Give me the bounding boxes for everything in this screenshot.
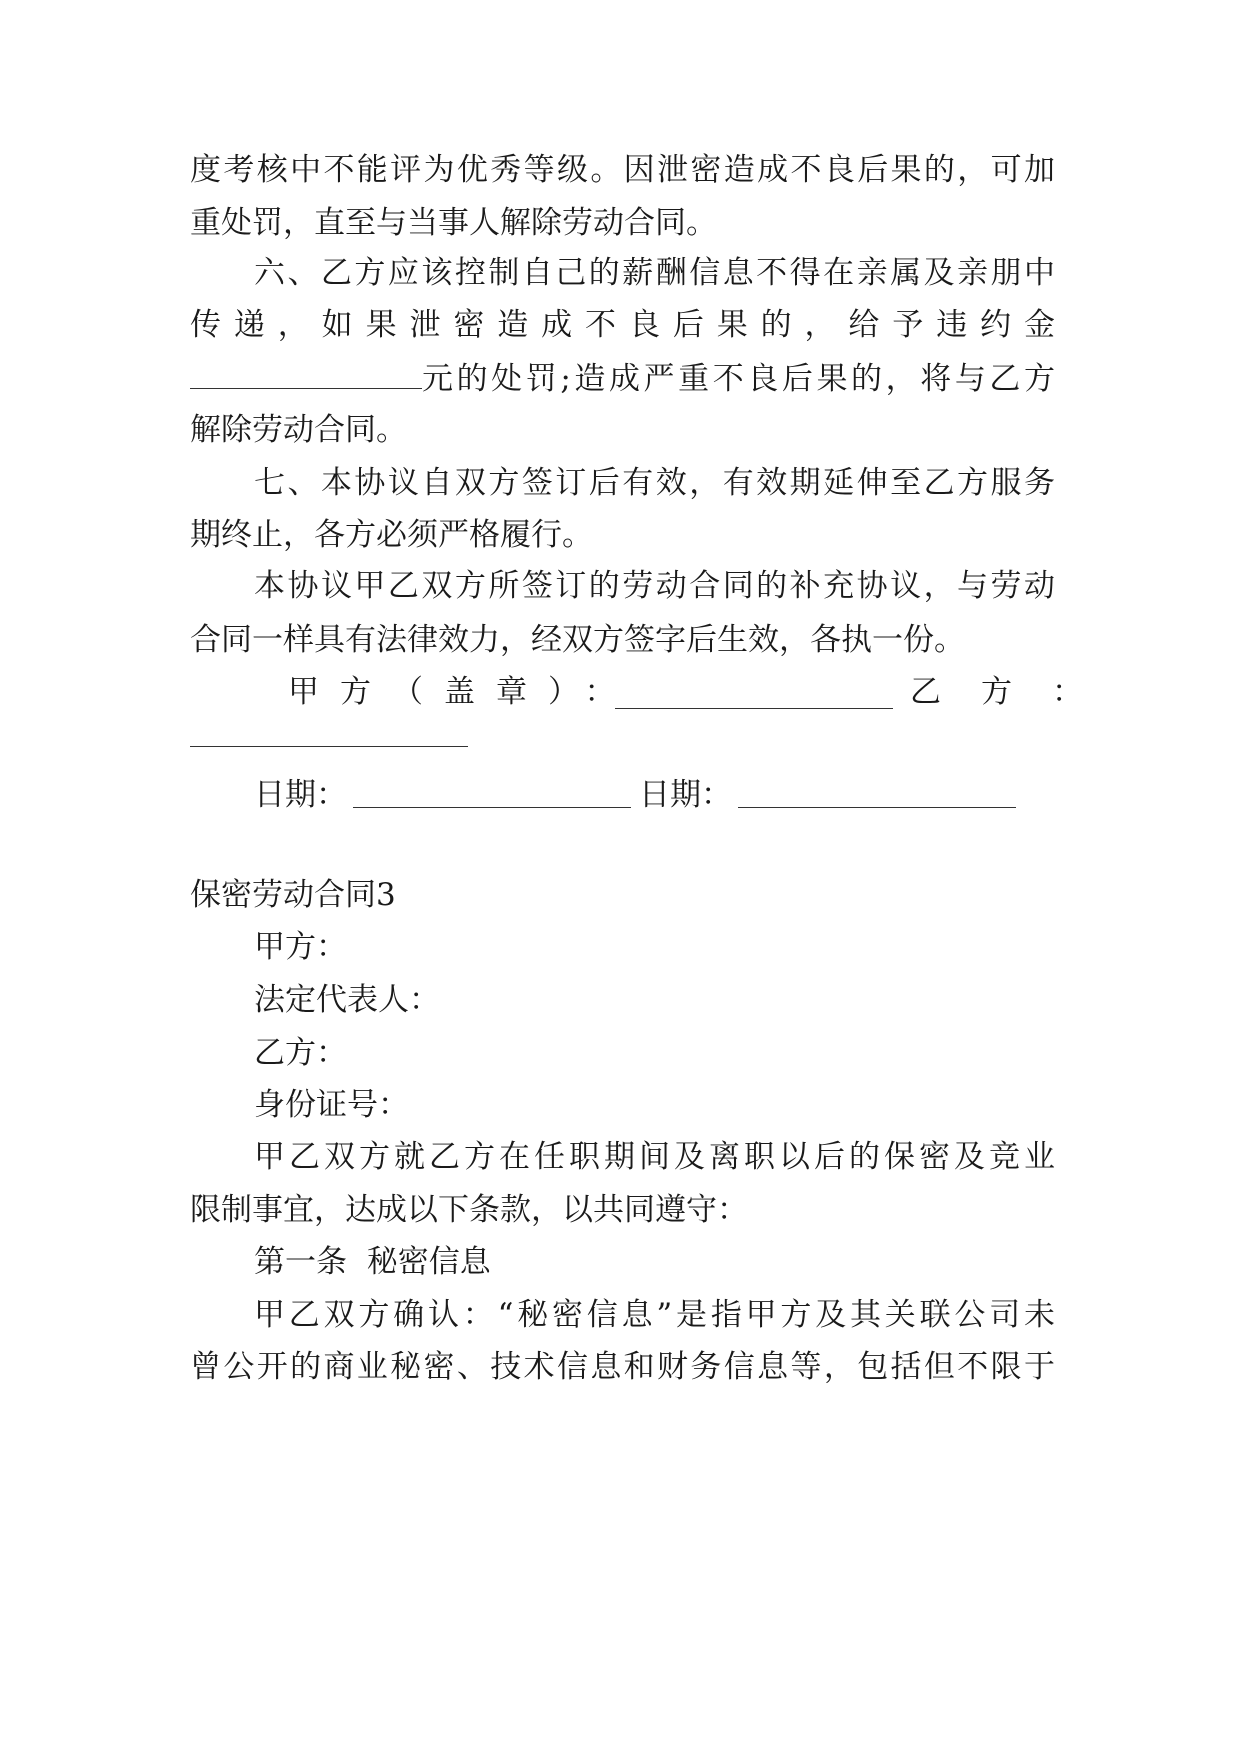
intro-line: 甲乙双方就乙方在任职期间及离职以后的保密及竞业 [254, 1139, 1055, 1175]
clause-seven-line: 七、本协议自双方签订后有效，有效期延伸至乙方服务 [254, 465, 1055, 501]
party-b-label: 乙方： [910, 674, 1123, 710]
penalty-line [190, 358, 1055, 398]
id-number-field: 身份证号： [254, 1087, 409, 1123]
article-one-heading: 第一条 秘密信息 [254, 1244, 491, 1280]
signature-row [190, 672, 1123, 716]
definition-line: 甲乙双方确认：“秘密信息”是指甲方及其关联公司未 [254, 1297, 1055, 1333]
text-line: 传递，如果泄密造成不良后果的，给予违约金 [190, 307, 1055, 343]
text-line: 解除劳动合同。 [190, 412, 407, 448]
legal-representative-field: 法定代表人： [254, 982, 440, 1018]
document-page [190, 0, 1123, 1754]
party-b-field: 乙方： [254, 1035, 347, 1071]
text-line: 曾公开的商业秘密、技术信息和财务信息等，包括但不限于 [190, 1349, 1055, 1385]
text-line: 期终止，各方必须严格履行。 [190, 517, 593, 553]
date-label: 日期： [639, 777, 732, 813]
penalty-amount-blank[interactable] [190, 358, 422, 389]
text-line: 限制事宜，达成以下条款，以共同遵守： [190, 1192, 748, 1228]
text-line: 重处罚，直至与当事人解除劳动合同。 [190, 205, 717, 241]
clause-six-line: 六、乙方应该控制自己的薪酬信息不得在亲属及亲朋中 [254, 255, 1055, 291]
text-line: 度考核中不能评为优秀等级。因泄密造成不良后果的，可加 [190, 152, 1055, 188]
party-a-signature-blank[interactable] [615, 678, 893, 709]
text-segment: 元的处罚;造成严重不良后果的，将与乙方 [422, 361, 1055, 397]
party-a-date-blank[interactable] [353, 777, 631, 808]
contract-title: 保密劳动合同3 [190, 877, 396, 913]
text-line: 合同一样具有法律效力，经双方签字后生效，各执一份。 [190, 622, 965, 658]
party-b-signature-blank[interactable] [190, 746, 468, 747]
party-a-seal-label: 甲方（盖章）： [288, 674, 637, 710]
date-row [190, 775, 1055, 815]
party-a-field: 甲方： [254, 929, 347, 965]
date-label: 日期： [254, 777, 347, 813]
supplement-line: 本协议甲乙双方所签订的劳动合同的补充协议，与劳动 [254, 568, 1055, 604]
party-b-date-blank[interactable] [738, 777, 1016, 808]
